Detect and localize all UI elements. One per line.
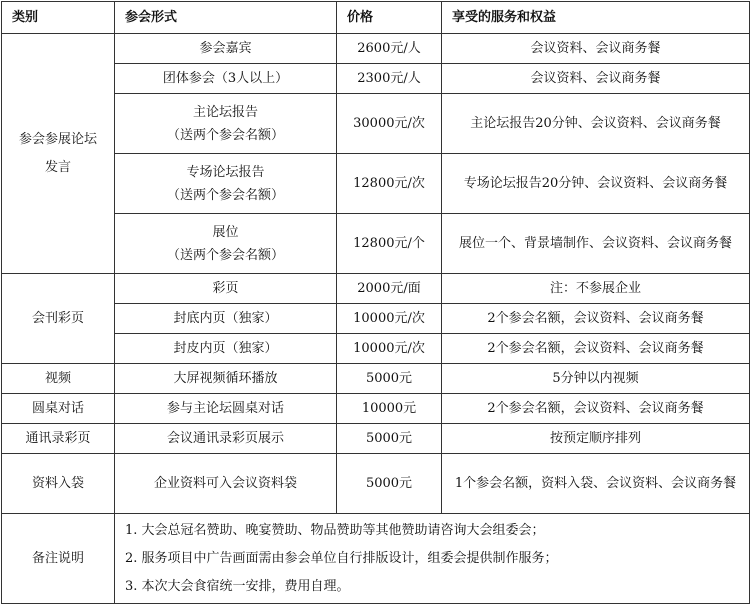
form-cell: 参会嘉宾	[115, 34, 337, 64]
benefit-cell: 1个参会名额，资料入袋、会议资料、会议商务餐	[442, 454, 750, 514]
form-cell: 封皮内页（独家）	[115, 334, 337, 364]
table-row	[2, 34, 750, 64]
form-cell: 企业资料可入会议资料袋	[115, 454, 337, 514]
form-line: 专场论坛报告	[186, 164, 265, 180]
benefit-cell: 2个参会名额，会议资料、会议商务餐	[442, 334, 750, 364]
category-cell: 会刊彩页	[2, 274, 115, 364]
form-line: （送两个参会名额）	[166, 187, 284, 203]
table-row	[2, 334, 750, 364]
benefit-cell: 专场论坛报告20分钟、会议资料、会议商务餐	[442, 154, 750, 214]
table-row	[2, 214, 750, 274]
price-cell: 5000元	[337, 364, 442, 394]
benefit-cell: 展位一个、背景墙制作、会议资料、会议商务餐	[442, 214, 750, 274]
sponsorship-table	[1, 1, 750, 604]
table-row	[2, 364, 750, 394]
table-row	[2, 304, 750, 334]
form-cell: 大屏视频循环播放	[115, 364, 337, 394]
price-cell: 5000元	[337, 424, 442, 454]
benefit-cell: 主论坛报告20分钟、会议资料、会议商务餐	[442, 94, 750, 154]
price-cell: 12800元/次	[337, 154, 442, 214]
form-cell: 封底内页（独家）	[115, 304, 337, 334]
benefit-cell: 按预定顺序排列	[442, 424, 750, 454]
form-cell: 团体参会（3人以上）	[115, 64, 337, 94]
form-cell	[115, 214, 337, 274]
header-benefits: 享受的服务和权益	[442, 2, 750, 34]
form-line: 主论坛报告	[192, 104, 258, 120]
benefit-cell: 2个参会名额，会议资料、会议商务餐	[442, 394, 750, 424]
category-cell: 圆桌对话	[2, 394, 115, 424]
benefit-cell: 2个参会名额，会议资料、会议商务餐	[442, 304, 750, 334]
form-line: （送两个参会名额）	[166, 127, 284, 143]
table-row	[2, 94, 750, 154]
table-row	[2, 64, 750, 94]
category-cell: 参会参展论坛发言	[2, 34, 115, 274]
table-row	[2, 154, 750, 214]
category-cell: 资料入袋	[2, 454, 115, 514]
table-row	[2, 394, 750, 424]
price-cell: 2300元/人	[337, 64, 442, 94]
form-cell	[115, 154, 337, 214]
price-cell: 2000元/面	[337, 274, 442, 304]
notes-cell	[115, 514, 750, 604]
form-line: （送两个参会名额）	[166, 247, 284, 263]
table-row	[2, 424, 750, 454]
price-cell: 10000元	[337, 394, 442, 424]
category-cell: 通讯录彩页	[2, 424, 115, 454]
price-cell: 5000元	[337, 454, 442, 514]
price-cell: 10000元/次	[337, 334, 442, 364]
form-cell: 彩页	[115, 274, 337, 304]
table-row	[2, 454, 750, 514]
notes-category-cell: 备注说明	[2, 514, 115, 604]
note-line: 1. 大会总冠名赞助、晚宴赞助、物品赞助等其他赞助请咨询大会组委会；	[125, 522, 545, 538]
notes-row	[2, 514, 750, 604]
price-cell: 10000元/次	[337, 304, 442, 334]
header-category: 类别	[2, 2, 115, 34]
header-row	[2, 2, 750, 34]
form-cell: 参与主论坛圆桌对话	[115, 394, 337, 424]
benefit-cell: 注：不参展企业	[442, 274, 750, 304]
benefit-cell: 会议资料、会议商务餐	[442, 34, 750, 64]
form-cell	[115, 94, 337, 154]
price-cell: 30000元/次	[337, 94, 442, 154]
note-line: 2. 服务项目中广告画面需由参会单位自行排版设计，组委会提供制作服务；	[125, 550, 558, 566]
table-row	[2, 274, 750, 304]
header-price: 价格	[337, 2, 442, 34]
price-cell: 2600元/人	[337, 34, 442, 64]
form-line: 展位	[212, 224, 239, 240]
note-line: 3. 本次大会食宿统一安排，费用自理。	[125, 578, 350, 594]
form-cell: 会议通讯录彩页展示	[115, 424, 337, 454]
benefit-cell: 5分钟以内视频	[442, 364, 750, 394]
benefit-cell: 会议资料、会议商务餐	[442, 64, 750, 94]
price-cell: 12800元/个	[337, 214, 442, 274]
category-cell: 视频	[2, 364, 115, 394]
header-form: 参会形式	[115, 2, 337, 34]
